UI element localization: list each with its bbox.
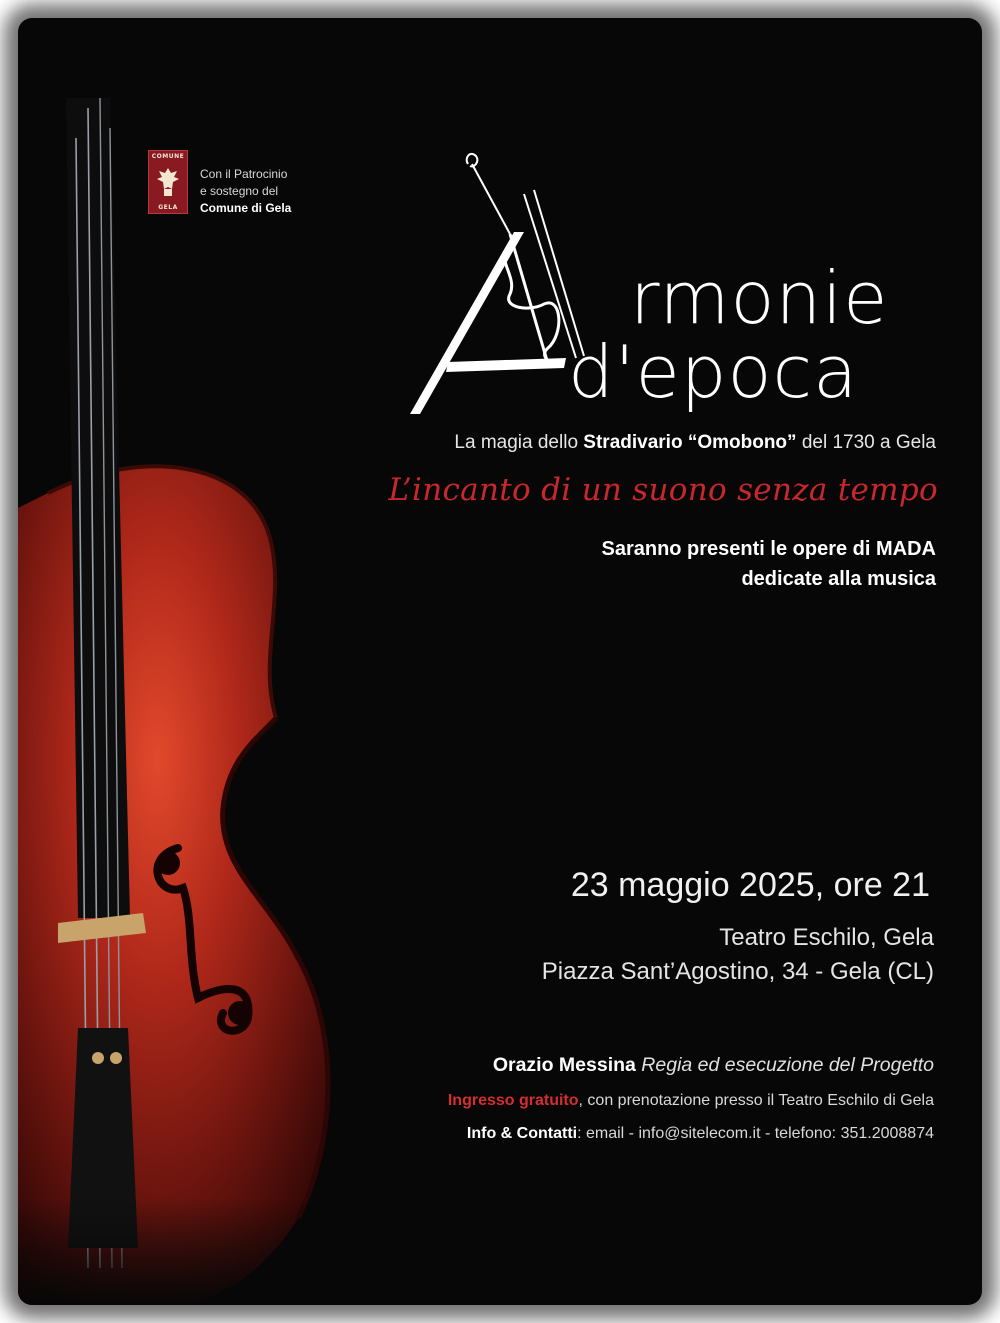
credits-name: Orazio Messina xyxy=(492,1054,636,1076)
subtitle-suffix: del 1730 a Gela xyxy=(796,432,936,453)
patronage-line1: Con il Patrocinio xyxy=(200,167,288,181)
entry-highlight: Ingresso gratuito xyxy=(447,1092,579,1109)
title-depoca: d'epoca xyxy=(568,330,859,414)
mada-notice xyxy=(601,534,936,594)
entry-rest: , con prenotazione presso il Teatro Eschilo di Gela xyxy=(578,1092,934,1109)
venue-name: Teatro Eschilo, Gela xyxy=(719,924,934,951)
entry-info xyxy=(448,1092,934,1110)
tagline: L’incanto di un suono senza tempo xyxy=(388,472,938,508)
subtitle xyxy=(454,432,936,454)
info-label: Info & Contatti xyxy=(466,1125,578,1142)
patronage-line3: Comune di Gela xyxy=(200,201,292,215)
crest-top-text: COMUNE xyxy=(151,153,185,160)
credits xyxy=(493,1054,934,1077)
title-armonie: rmonie xyxy=(630,256,889,340)
event-venue xyxy=(542,921,934,989)
patronage-text xyxy=(200,166,291,217)
comune-crest-logo xyxy=(148,150,188,214)
info-rest: : email - info@sitelecom.it - telefono: 351.2008874 xyxy=(577,1125,934,1142)
subtitle-prefix: La magia dello xyxy=(454,432,584,453)
event-date: 23 maggio 2025, ore 21 xyxy=(570,866,930,904)
contact-info xyxy=(467,1125,934,1143)
venue-address: Piazza Sant’Agostino, 34 - Gela (CL) xyxy=(541,958,934,985)
crest-bottom-text: GELA xyxy=(158,204,178,211)
subtitle-bold: Stradivario “Omobono” xyxy=(583,432,797,453)
credits-role: Regia ed esecuzione del Progetto xyxy=(635,1054,934,1076)
patronage-block xyxy=(148,150,291,217)
patronage-line2: e sostegno del xyxy=(200,184,279,198)
mada-line1: Saranno presenti le opere di MADA xyxy=(601,538,936,560)
eagle-icon xyxy=(155,165,181,199)
poster xyxy=(18,18,982,1305)
mada-line2: dedicate alla musica xyxy=(741,568,936,590)
